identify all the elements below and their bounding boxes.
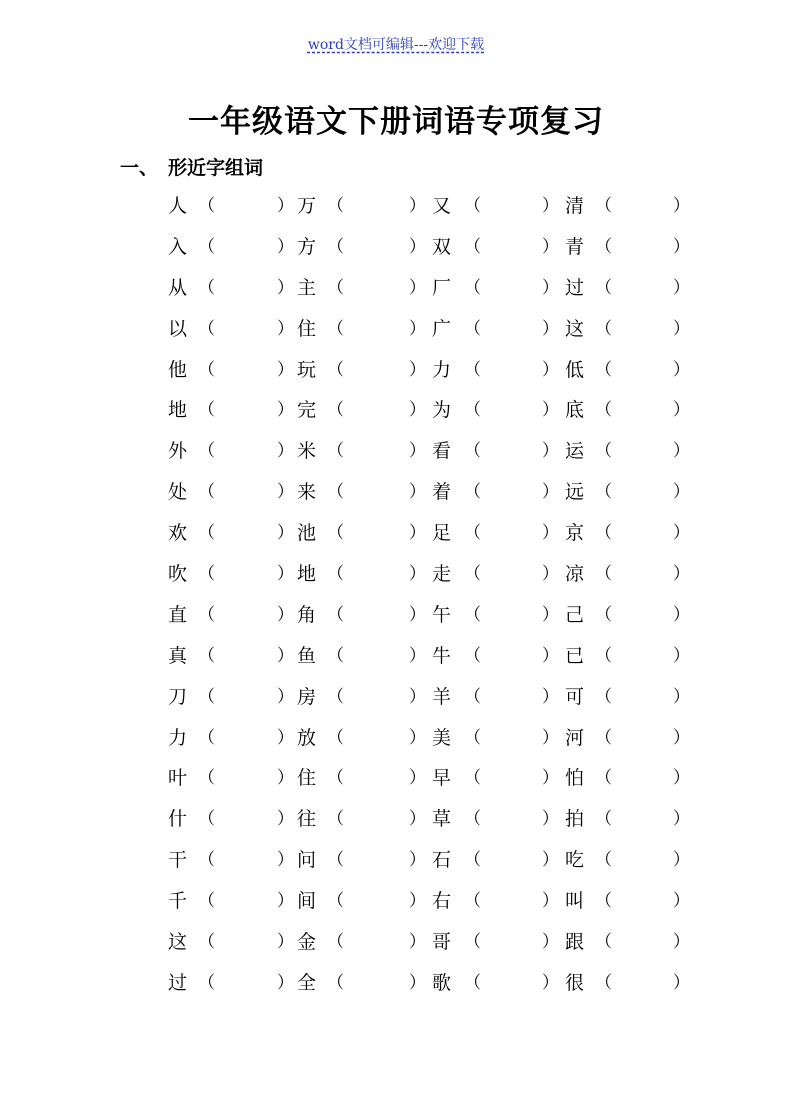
base-character: 拍 [565,808,585,831]
answer-blank-close-paren: ） [542,809,559,830]
answer-blank-open-paren: （ [198,441,215,462]
base-character: 住 [297,317,317,340]
answer-blank-close-paren: ） [542,768,559,789]
answer-blank-close-paren: ） [409,686,426,707]
answer-blank-close-paren: ） [409,277,426,298]
answer-blank-close-paren: ） [542,400,559,421]
word-row [168,595,688,636]
answer-blank-open-paren: （ [198,318,215,339]
answer-blank-open-paren: （ [327,850,344,871]
answer-blank-open-paren: （ [595,400,612,421]
base-character: 已 [565,644,585,667]
base-character: 很 [565,971,585,994]
answer-blank-close-paren: ） [673,686,690,707]
answer-blank-close-paren: ） [542,686,559,707]
answer-blank-close-paren: ） [277,564,294,585]
base-character: 主 [297,276,317,299]
answer-blank-open-paren: （ [595,564,612,585]
base-character: 怕 [565,767,585,790]
answer-blank-close-paren: ） [542,604,559,625]
section-heading [120,153,263,180]
answer-blank-open-paren: （ [327,236,344,257]
answer-blank-close-paren: ） [409,645,426,666]
base-character: 跟 [565,931,585,954]
answer-blank-open-paren: （ [327,196,344,216]
answer-blank-close-paren: ） [277,604,294,625]
answer-blank-close-paren: ） [542,359,559,380]
answer-blank-close-paren: ） [277,972,294,993]
answer-blank-close-paren: ） [277,645,294,666]
word-row [168,677,688,718]
answer-blank-open-paren: （ [198,359,215,380]
answer-blank-close-paren: ） [542,482,559,503]
base-character: 石 [432,849,452,872]
header-download-link[interactable]: word文档可编辑---欢迎下载 [307,37,485,53]
base-character: 双 [432,235,452,258]
base-character: 广 [432,317,452,340]
base-character: 处 [168,481,188,504]
answer-blank-open-paren: （ [595,604,612,625]
answer-blank-close-paren: ） [673,891,690,912]
word-row [168,758,688,799]
answer-blank-open-paren: （ [327,400,344,421]
section-number: 一、 [120,157,159,179]
answer-blank-close-paren: ） [277,850,294,871]
answer-blank-open-paren: （ [327,645,344,666]
answer-blank-close-paren: ） [673,523,690,544]
base-character: 住 [297,767,317,790]
answer-blank-close-paren: ） [673,809,690,830]
word-row [168,390,688,431]
answer-blank-open-paren: （ [198,400,215,421]
answer-blank-close-paren: ） [542,891,559,912]
word-row [168,431,688,472]
answer-blank-close-paren: ） [673,318,690,339]
answer-blank-open-paren: （ [595,645,612,666]
answer-blank-close-paren: ） [673,482,690,503]
answer-blank-close-paren: ） [542,564,559,585]
answer-blank-open-paren: （ [327,972,344,993]
answer-blank-open-paren: （ [198,277,215,298]
page-title: 一年级语文下册词语专项复习 [188,104,604,140]
base-character: 吃 [565,849,585,872]
base-character: 完 [297,399,317,422]
answer-blank-close-paren: ） [277,400,294,421]
base-character: 右 [432,890,452,913]
answer-blank-close-paren: ） [673,604,690,625]
base-character: 地 [168,399,188,422]
answer-blank-open-paren: （ [327,809,344,830]
answer-blank-open-paren: （ [327,891,344,912]
answer-blank-close-paren: ） [542,727,559,748]
answer-blank-open-paren: （ [464,564,481,585]
base-character: 问 [297,849,317,872]
answer-blank-open-paren: （ [595,686,612,707]
base-character: 刀 [168,685,188,708]
base-character: 京 [565,522,585,545]
base-character: 力 [432,358,452,381]
answer-blank-close-paren: ） [277,359,294,380]
word-row [168,472,688,513]
answer-blank-open-paren: （ [464,850,481,871]
base-character: 凉 [565,563,585,586]
base-character: 羊 [432,685,452,708]
answer-blank-close-paren: ） [673,400,690,421]
answer-blank-close-paren: ） [409,604,426,625]
answer-blank-close-paren: ） [409,359,426,380]
word-row [168,963,688,1004]
base-character: 方 [297,235,317,258]
answer-blank-open-paren: （ [198,196,215,216]
base-character: 远 [565,481,585,504]
base-character: 叫 [565,890,585,913]
answer-blank-open-paren: （ [327,768,344,789]
answer-blank-open-paren: （ [198,768,215,789]
base-character: 吹 [168,563,188,586]
base-character: 清 [565,195,585,217]
answer-blank-open-paren: （ [464,932,481,953]
base-character: 来 [297,481,317,504]
answer-blank-open-paren: （ [595,809,612,830]
answer-blank-close-paren: ） [277,686,294,707]
answer-blank-open-paren: （ [198,564,215,585]
base-character: 万 [297,195,317,217]
answer-blank-close-paren: ） [673,359,690,380]
answer-blank-open-paren: （ [464,686,481,707]
word-row [168,268,688,309]
base-character: 力 [168,726,188,749]
word-row [168,513,688,554]
word-row [168,922,688,963]
base-character: 草 [432,808,452,831]
answer-blank-close-paren: ） [673,932,690,953]
answer-blank-close-paren: ） [277,318,294,339]
answer-blank-open-paren: （ [595,236,612,257]
base-character: 直 [168,603,188,626]
answer-blank-close-paren: ） [409,768,426,789]
base-character: 间 [297,890,317,913]
section-title: 形近字组词 [168,157,264,179]
answer-blank-open-paren: （ [595,972,612,993]
base-character: 人 [168,195,188,217]
base-character: 池 [297,522,317,545]
word-row [168,554,688,595]
word-formation-grid [168,186,688,1004]
base-character: 什 [168,808,188,831]
answer-blank-open-paren: （ [464,359,481,380]
answer-blank-open-paren: （ [464,441,481,462]
base-character: 运 [565,440,585,463]
answer-blank-close-paren: ） [409,400,426,421]
base-character: 玩 [297,358,317,381]
answer-blank-open-paren: （ [595,850,612,871]
answer-blank-open-paren: （ [198,523,215,544]
answer-blank-open-paren: （ [595,523,612,544]
answer-blank-open-paren: （ [327,932,344,953]
answer-blank-open-paren: （ [198,932,215,953]
answer-blank-close-paren: ） [673,972,690,993]
answer-blank-close-paren: ） [277,196,294,216]
answer-blank-close-paren: ） [542,318,559,339]
base-character: 米 [297,440,317,463]
answer-blank-close-paren: ） [542,441,559,462]
answer-blank-open-paren: （ [327,686,344,707]
base-character: 过 [168,971,188,994]
answer-blank-close-paren: ） [673,277,690,298]
answer-blank-close-paren: ） [277,809,294,830]
answer-blank-close-paren: ） [277,277,294,298]
base-character: 看 [432,440,452,463]
base-character: 可 [565,685,585,708]
answer-blank-open-paren: （ [464,891,481,912]
answer-blank-open-paren: （ [464,400,481,421]
answer-blank-open-paren: （ [464,318,481,339]
base-character: 入 [168,235,188,258]
answer-blank-close-paren: ） [542,196,559,216]
answer-blank-close-paren: ） [673,727,690,748]
answer-blank-open-paren: （ [464,196,481,216]
answer-blank-close-paren: ） [542,850,559,871]
base-character: 美 [432,726,452,749]
answer-blank-close-paren: ） [542,972,559,993]
answer-blank-close-paren: ） [409,891,426,912]
answer-blank-close-paren: ） [277,236,294,257]
answer-blank-close-paren: ） [277,891,294,912]
base-character: 低 [565,358,585,381]
base-character: 真 [168,644,188,667]
answer-blank-close-paren: ） [409,482,426,503]
answer-blank-close-paren: ） [409,236,426,257]
word-row [168,718,688,759]
base-character: 青 [565,235,585,258]
base-character: 鱼 [297,644,317,667]
word-row [168,881,688,922]
answer-blank-close-paren: ） [409,196,426,216]
base-character: 河 [565,726,585,749]
base-character: 全 [297,971,317,994]
base-character: 这 [565,317,585,340]
answer-blank-open-paren: （ [198,850,215,871]
answer-blank-close-paren: ） [409,850,426,871]
answer-blank-open-paren: （ [595,359,612,380]
answer-blank-close-paren: ） [542,523,559,544]
base-character: 走 [432,563,452,586]
base-character: 又 [432,195,452,217]
answer-blank-open-paren: （ [198,686,215,707]
answer-blank-open-paren: （ [595,277,612,298]
answer-blank-close-paren: ） [673,768,690,789]
base-character: 角 [297,603,317,626]
answer-blank-close-paren: ） [542,645,559,666]
base-character: 外 [168,440,188,463]
answer-blank-open-paren: （ [595,441,612,462]
base-character: 厂 [432,276,452,299]
answer-blank-close-paren: ） [673,236,690,257]
answer-blank-open-paren: （ [595,727,612,748]
answer-blank-open-paren: （ [327,564,344,585]
answer-blank-close-paren: ） [673,645,690,666]
base-character: 足 [432,522,452,545]
base-character: 歌 [432,971,452,994]
answer-blank-close-paren: ） [542,236,559,257]
answer-blank-open-paren: （ [595,891,612,912]
base-character: 地 [297,563,317,586]
base-character: 过 [565,276,585,299]
answer-blank-open-paren: （ [464,523,481,544]
word-row [168,636,688,677]
answer-blank-open-paren: （ [327,482,344,503]
base-character: 往 [297,808,317,831]
answer-blank-open-paren: （ [595,318,612,339]
answer-blank-open-paren: （ [595,482,612,503]
base-character: 底 [565,399,585,422]
word-row [168,840,688,881]
answer-blank-close-paren: ） [409,441,426,462]
answer-blank-open-paren: （ [198,236,215,257]
answer-blank-close-paren: ） [673,850,690,871]
base-character: 午 [432,603,452,626]
base-character: 牛 [432,644,452,667]
base-character: 金 [297,931,317,954]
base-character: 欢 [168,522,188,545]
answer-blank-open-paren: （ [198,809,215,830]
answer-blank-open-paren: （ [198,604,215,625]
answer-blank-open-paren: （ [198,972,215,993]
answer-blank-open-paren: （ [464,645,481,666]
answer-blank-close-paren: ） [277,482,294,503]
base-character: 放 [297,726,317,749]
answer-blank-open-paren: （ [464,727,481,748]
answer-blank-close-paren: ） [673,441,690,462]
base-character: 哥 [432,931,452,954]
answer-blank-close-paren: ） [277,523,294,544]
answer-blank-open-paren: （ [198,891,215,912]
answer-blank-close-paren: ） [542,932,559,953]
answer-blank-open-paren: （ [327,727,344,748]
answer-blank-open-paren: （ [327,359,344,380]
base-character: 千 [168,890,188,913]
answer-blank-close-paren: ） [542,277,559,298]
base-character: 这 [168,931,188,954]
base-character: 房 [297,685,317,708]
answer-blank-close-paren: ） [409,318,426,339]
answer-blank-open-paren: （ [327,277,344,298]
answer-blank-close-paren: ） [409,564,426,585]
answer-blank-open-paren: （ [198,727,215,748]
answer-blank-open-paren: （ [595,932,612,953]
base-character: 从 [168,276,188,299]
base-character: 为 [432,399,452,422]
base-character: 早 [432,767,452,790]
answer-blank-close-paren: ） [277,768,294,789]
answer-blank-open-paren: （ [464,768,481,789]
answer-blank-open-paren: （ [464,604,481,625]
answer-blank-open-paren: （ [327,441,344,462]
answer-blank-open-paren: （ [327,523,344,544]
answer-blank-open-paren: （ [595,196,612,216]
answer-blank-close-paren: ） [277,441,294,462]
base-character: 干 [168,849,188,872]
base-character: 着 [432,481,452,504]
answer-blank-open-paren: （ [327,604,344,625]
answer-blank-close-paren: ） [277,932,294,953]
answer-blank-close-paren: ） [409,932,426,953]
answer-blank-open-paren: （ [464,482,481,503]
answer-blank-open-paren: （ [464,972,481,993]
base-character: 叶 [168,767,188,790]
base-character: 以 [168,317,188,340]
answer-blank-close-paren: ） [409,972,426,993]
answer-blank-close-paren: ） [409,727,426,748]
word-row [168,350,688,391]
base-character: 己 [565,603,585,626]
answer-blank-open-paren: （ [464,277,481,298]
answer-blank-close-paren: ） [409,523,426,544]
word-row [168,309,688,350]
answer-blank-open-paren: （ [327,318,344,339]
answer-blank-open-paren: （ [464,236,481,257]
answer-blank-open-paren: （ [198,482,215,503]
word-row [168,799,688,840]
answer-blank-close-paren: ） [409,809,426,830]
answer-blank-open-paren: （ [464,809,481,830]
answer-blank-close-paren: ） [673,564,690,585]
answer-blank-open-paren: （ [198,645,215,666]
answer-blank-close-paren: ） [277,727,294,748]
answer-blank-close-paren: ） [673,196,690,216]
base-character: 他 [168,358,188,381]
word-row [168,227,688,268]
answer-blank-open-paren: （ [595,768,612,789]
word-row [168,186,688,227]
